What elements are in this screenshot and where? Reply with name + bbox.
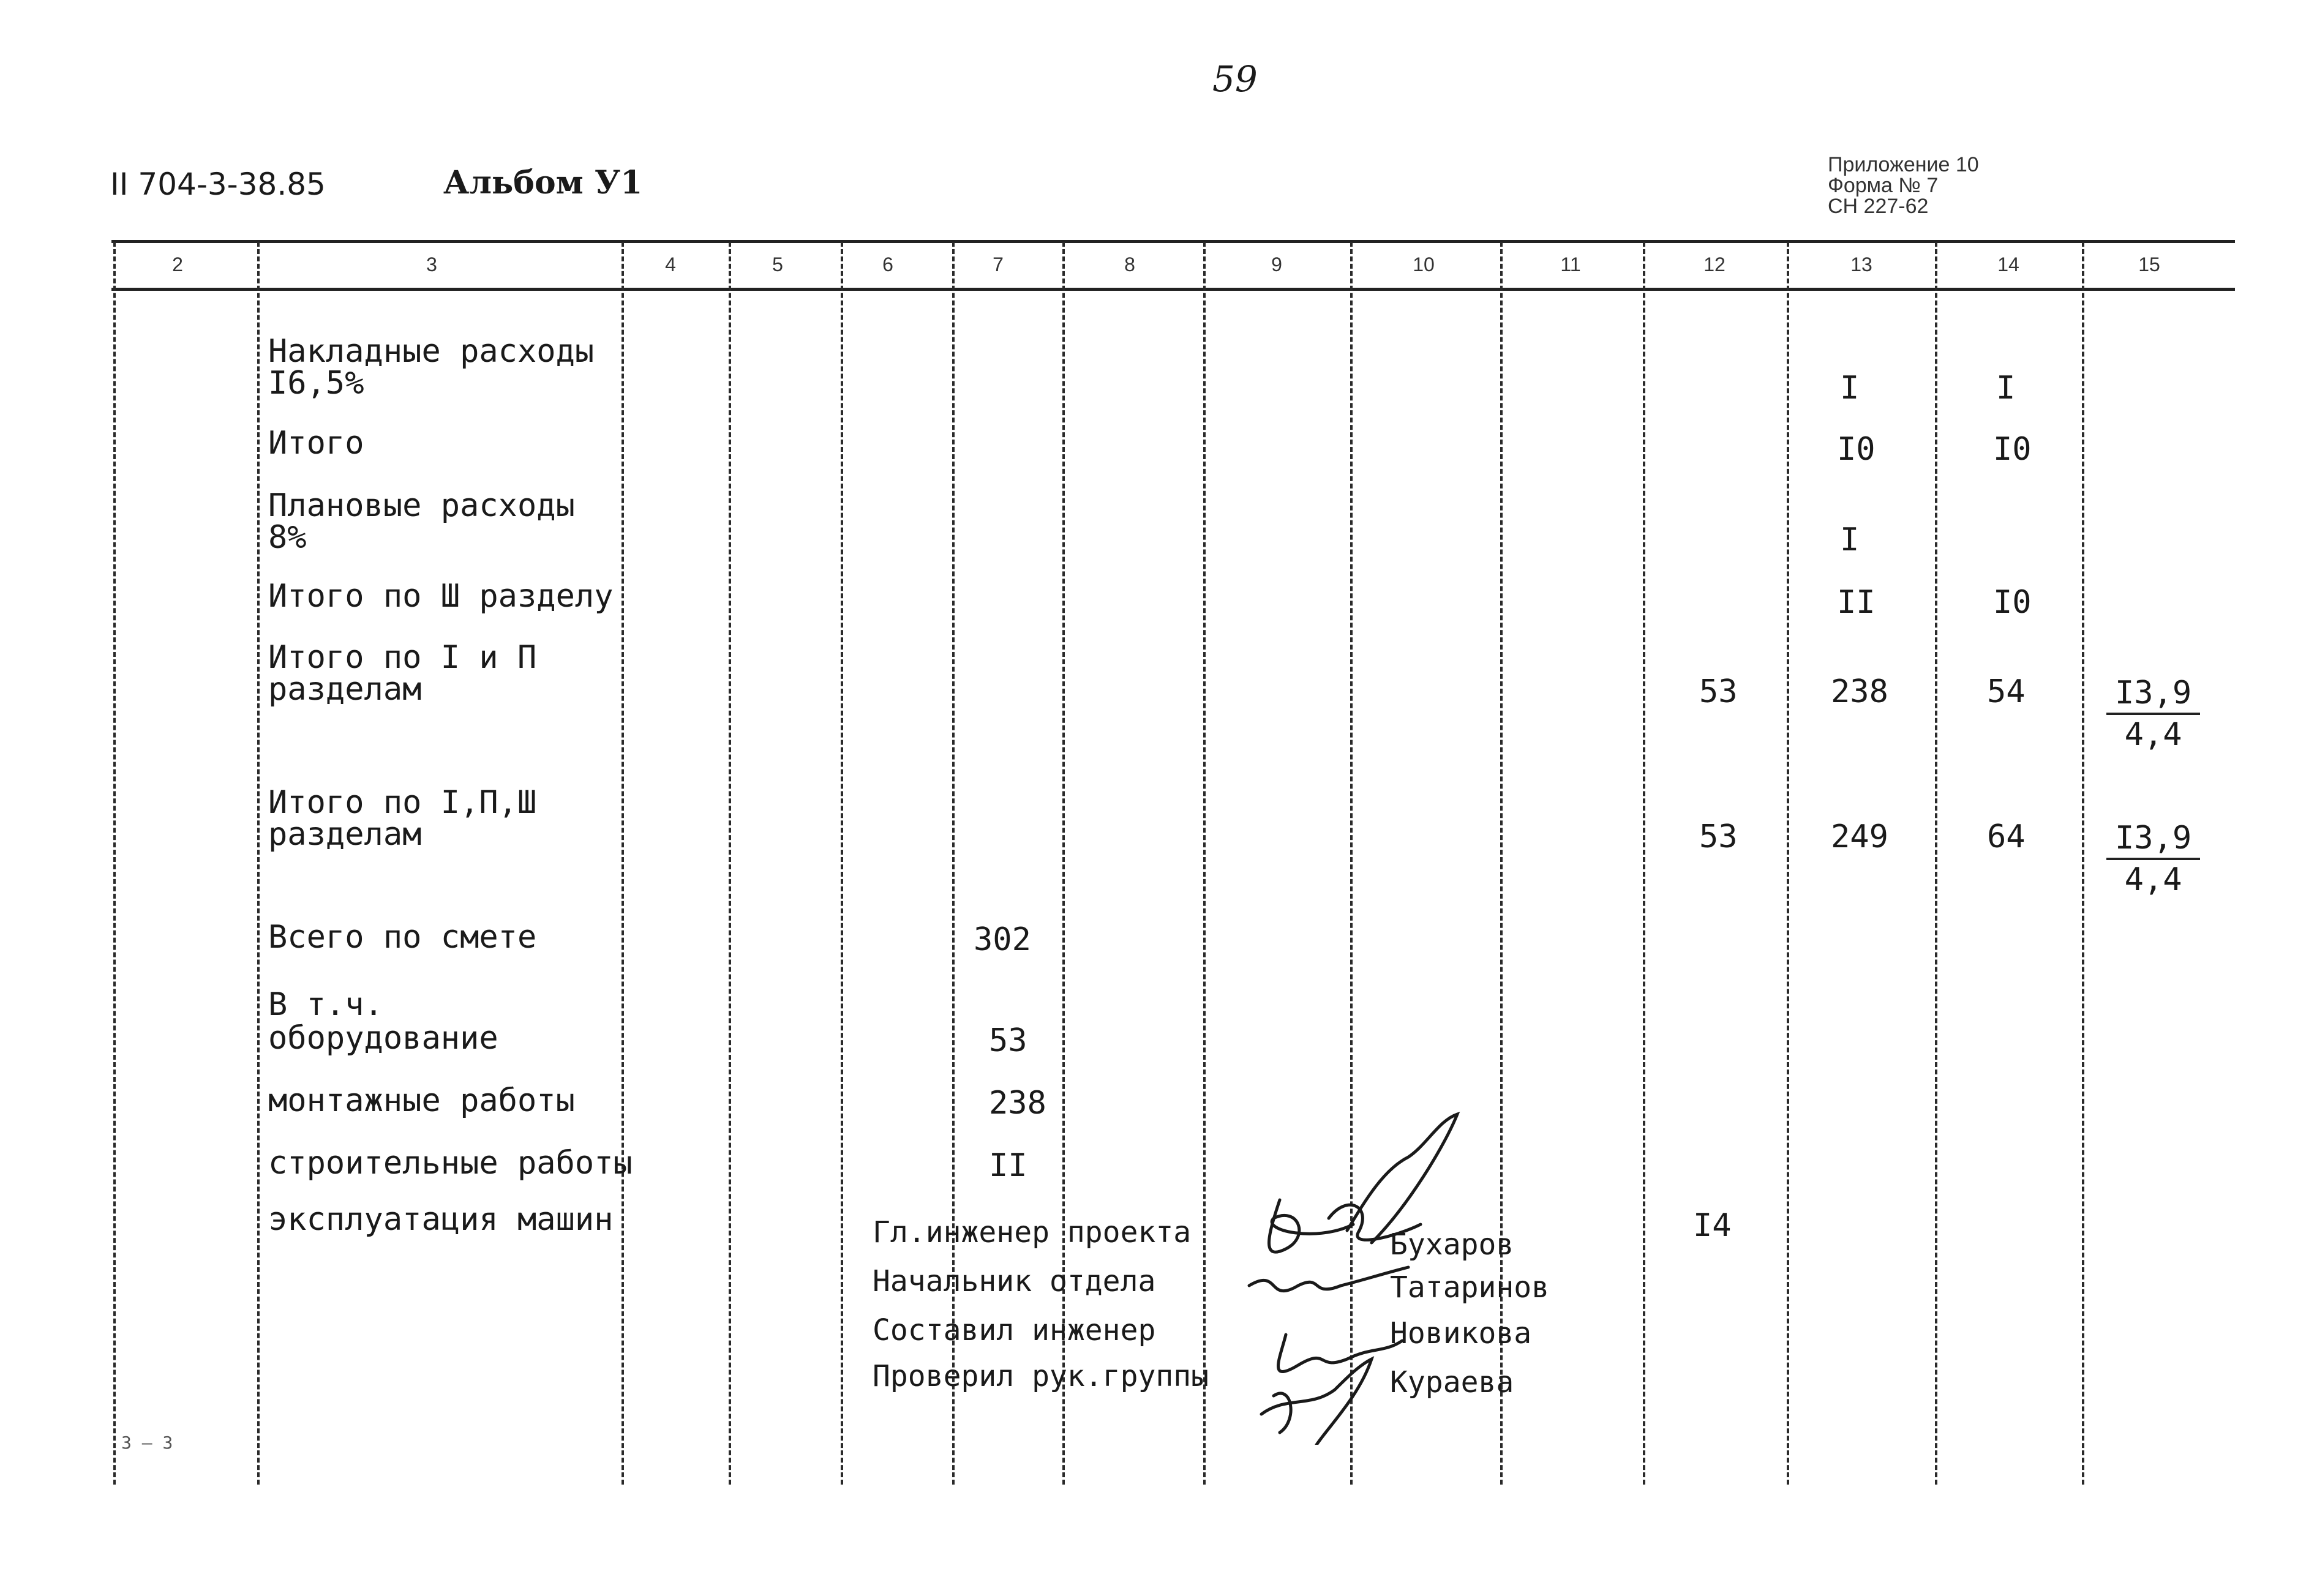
cell-value: 238	[1831, 673, 1888, 710]
row-label-grand-total: Всего по смете	[268, 919, 537, 956]
column-divider	[1935, 242, 1937, 1485]
row-label-total-sections-1-2: Итого по I и П разделам	[268, 639, 537, 708]
row-label-including: В т.ч.	[268, 986, 383, 1023]
column-divider	[1643, 242, 1645, 1485]
column-number: 2	[172, 253, 183, 275]
column-divider	[1787, 242, 1789, 1485]
cell-value: 64	[1987, 819, 2026, 855]
row-label-overhead: Накладные расходы I6,5%	[268, 333, 595, 402]
table-top-rule	[111, 240, 2235, 243]
handwritten-signatures	[1225, 1102, 1482, 1445]
column-number: 10	[1413, 253, 1435, 275]
appendix-line: СН 227-62	[1828, 195, 1929, 218]
cell-value: I	[1840, 522, 1860, 558]
page-number: 59	[1212, 58, 1258, 100]
cell-value: 54	[1987, 673, 2026, 710]
row-label-construction: строительные работы	[268, 1145, 633, 1182]
signature-name: Кураева	[1390, 1365, 1514, 1399]
signature-role: Начальник отдела	[873, 1264, 1156, 1298]
signature-name: Бухаров	[1390, 1227, 1514, 1262]
signature-role: Составил инженер	[873, 1313, 1156, 1347]
signature-name: Татаринов	[1390, 1270, 1550, 1305]
cell-value: 238	[989, 1085, 1046, 1122]
column-number: 4	[665, 253, 676, 275]
cell-value: 302	[974, 921, 1031, 958]
column-divider	[1203, 242, 1206, 1485]
column-number: 7	[993, 253, 1004, 275]
cell-value: I	[1996, 370, 2016, 406]
row-label-planned: Плановые расходы 8%	[268, 487, 575, 556]
appendix-line: Приложение 10	[1828, 153, 1979, 176]
column-divider	[729, 242, 731, 1485]
cell-value: 249	[1831, 819, 1888, 855]
appendix-line: Форма № 7	[1828, 174, 1939, 197]
cell-value: 53	[1699, 673, 1738, 710]
cell-value: I4	[1693, 1207, 1732, 1244]
cell-value: I0	[1837, 431, 1876, 468]
column-number: 15	[2138, 253, 2160, 275]
column-divider	[841, 242, 843, 1485]
cell-value: II	[1837, 584, 1876, 621]
signature-role: Проверил рук.группы	[873, 1359, 1209, 1393]
column-number: 9	[1271, 253, 1282, 275]
column-number: 6	[882, 253, 893, 275]
column-divider	[257, 242, 260, 1485]
column-number: 8	[1124, 253, 1135, 275]
cell-value: I0	[1993, 431, 2032, 468]
column-number: 12	[1703, 253, 1726, 275]
column-number: 13	[1850, 253, 1872, 275]
cell-fraction: $\frac{I3,9}{4,4}$	[2106, 673, 2200, 754]
cell-value: 53	[989, 1022, 1027, 1059]
column-divider	[113, 242, 116, 1485]
album-title: Альбом У1	[443, 164, 643, 201]
column-number: 11	[1560, 253, 1581, 275]
cell-value: II	[989, 1147, 1027, 1184]
footer-mark: 3 – 3	[121, 1433, 173, 1453]
table-header-rule	[111, 288, 2235, 291]
appendix-note	[1828, 154, 1979, 217]
cell-value: 53	[1699, 819, 1738, 855]
row-label-machines: эксплуатация машин	[268, 1201, 614, 1238]
column-number: 3	[426, 253, 437, 275]
cell-value: I	[1840, 370, 1860, 406]
row-label-assembly: монтажные работы	[268, 1082, 575, 1119]
cell-fraction: $\frac{I3,9}{4,4}$	[2106, 819, 2200, 899]
column-number: 14	[1997, 253, 2019, 275]
row-label-total-sections-1-2-3: Итого по I,П,Ш разделам	[268, 784, 537, 853]
column-divider	[2082, 242, 2084, 1485]
column-number: 5	[772, 253, 783, 275]
signature-name: Новикова	[1390, 1316, 1532, 1351]
row-label-total: Итого	[268, 425, 364, 462]
cell-value: I0	[1993, 584, 2032, 621]
row-label-total-section3: Итого по Ш разделу	[268, 578, 614, 615]
column-divider	[621, 242, 624, 1485]
row-label-equipment: оборудование	[268, 1020, 498, 1057]
signature-role: Гл.инженер проекта	[873, 1215, 1192, 1249]
document-code: II 704-3-38.85	[110, 167, 326, 202]
